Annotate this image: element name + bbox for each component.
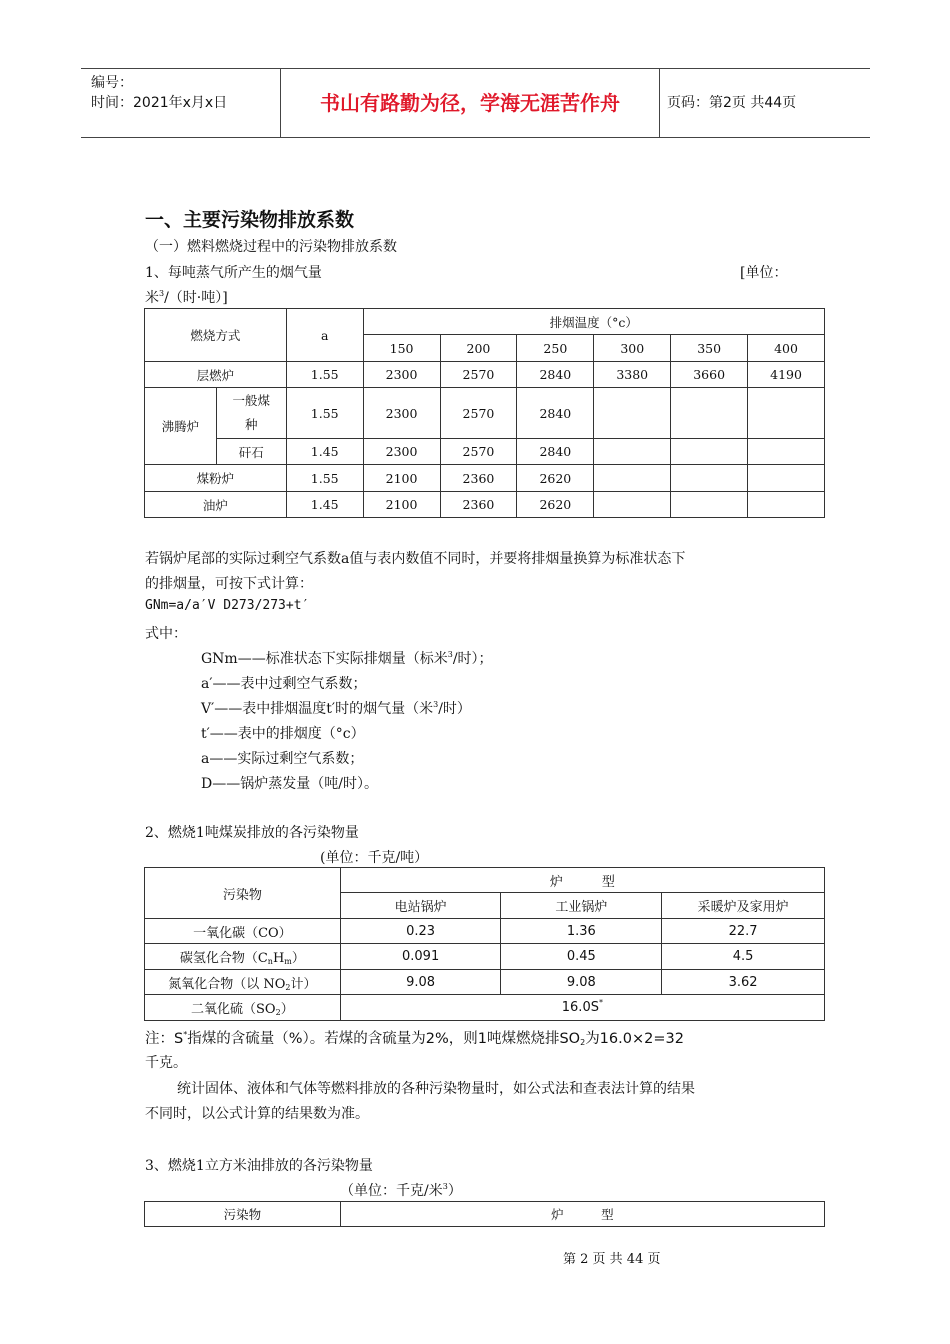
temp-cell: 150: [363, 335, 440, 362]
temp-cell: 300: [594, 335, 671, 362]
formula: GNm=a/a′V D273/273+t′: [145, 598, 310, 613]
col-temp-header: 排烟温度（°c）: [363, 309, 824, 335]
def-gnm: GNm——标准状态下实际排烟量（标米$^3$/时）；: [201, 650, 493, 667]
table-row: 沸腾炉 一般煤种 1.55 2300 2570 2840: [145, 388, 825, 439]
doc-time-label: 时间：2021年x月x日: [91, 95, 228, 111]
table-row: 矸石 1.45 2300 2570 2840: [145, 439, 825, 465]
item2-unit: (单位：千克/吨）: [320, 850, 429, 866]
para1-line2: 的排烟量，可按下式计算：: [145, 576, 313, 592]
table-row: 一氧化碳（CO） 0.23 1.36 22.7: [145, 919, 825, 944]
header-page-info: 页码：第2页 共44页: [667, 95, 797, 111]
table-row: 煤粉炉 1.55 2100 2360 2620: [145, 465, 825, 492]
col-method-header: 燃烧方式: [145, 309, 287, 362]
table-row: 层燃炉 1.55 2300 2570 2840 3380 3660 4190: [145, 362, 825, 388]
temp-cell: 250: [517, 335, 594, 362]
header-meta: [81, 69, 281, 137]
item1-title: 1、每吨蒸气所产生的烟气量: [145, 265, 322, 281]
subsection-title: （一）燃料燃烧过程中的污染物排放系数: [145, 239, 397, 255]
col-a-header: a: [286, 309, 363, 362]
para1-line1: 若锅炉尾部的实际过剩空气系数a值与表内数值不同时，并要将排烟量换算为标准状态下: [145, 551, 686, 567]
where-label: 式中：: [145, 626, 187, 642]
item2-title: 2、燃烧1吨煤炭排放的各污染物量: [145, 825, 359, 841]
def-v-prime: V′——表中排烟温度t′时的烟气量（米$^3$/时）: [201, 700, 471, 717]
table-row: 油炉 1.45 2100 2360 2620: [145, 492, 825, 518]
table-row: 二氧化硫$(SO_2)$ 16.0S*: [145, 995, 825, 1021]
def-a-prime: a′——表中过剩空气系数；: [201, 676, 367, 692]
note-line2: 千克。: [145, 1055, 187, 1071]
group-cell: 沸腾炉: [145, 388, 217, 465]
page-header: [81, 68, 870, 138]
def-t-prime: t′——表中的排烟度（°c）: [201, 726, 365, 742]
note-line1: 注：S*指煤的含硫量（%）。若煤的含硫量为2%，则1吨煤燃烧排$SO_2$为16.0×2=32: [145, 1030, 684, 1047]
def-a: a——实际过剩空气系数；: [201, 751, 364, 767]
def-d: D——锅炉蒸发量（吨/时）。: [201, 776, 378, 792]
item1-unit-a: [单位：: [740, 265, 788, 281]
col-type-header: 炉 型: [340, 1202, 824, 1227]
col-type-header: 炉 型: [340, 868, 824, 893]
col-pollutant-header: 污染物: [145, 1202, 341, 1227]
para2-line2: 不同时，以公式计算的结果数为准。: [145, 1106, 369, 1122]
item3-unit: （单位：千克/米$^3$）: [340, 1182, 462, 1199]
col-pollutant-header: 污染物: [145, 868, 341, 919]
type-cell: 采暖炉及家用炉: [662, 893, 825, 919]
temp-cell: 350: [671, 335, 748, 362]
para2-line1: 统计固体、液体和气体等燃料排放的各种污染物量时，如公式法和查表法计算的结果: [177, 1081, 695, 1097]
header-motto: 书山有路勤为径，学海无涯苦作舟: [281, 69, 660, 137]
doc-number-label: 编号：: [91, 75, 133, 91]
table-row: 氮氧化合物（以 $NO_2$计） 9.08 9.08 3.62: [145, 970, 825, 995]
item1-unit-b: 米$^3$/（时·吨）]: [145, 289, 228, 306]
coal-pollutant-table: [144, 867, 825, 1021]
page-footer: 第 2 页 共 44 页: [563, 1252, 661, 1267]
type-cell: 工业锅炉: [501, 893, 662, 919]
temp-cell: 400: [748, 335, 825, 362]
type-cell: 电站锅炉: [340, 893, 501, 919]
table-row: 碳氢化合物$(C_nH_m)$ 0.091 0.45 4.5: [145, 944, 825, 970]
section-title: 一、主要污染物排放系数: [145, 209, 355, 231]
item3-title: 3、燃烧1立方米油排放的各污染物量: [145, 1158, 373, 1174]
oil-pollutant-table: [144, 1201, 825, 1227]
flue-gas-table: [144, 308, 825, 518]
temp-cell: 200: [440, 335, 517, 362]
